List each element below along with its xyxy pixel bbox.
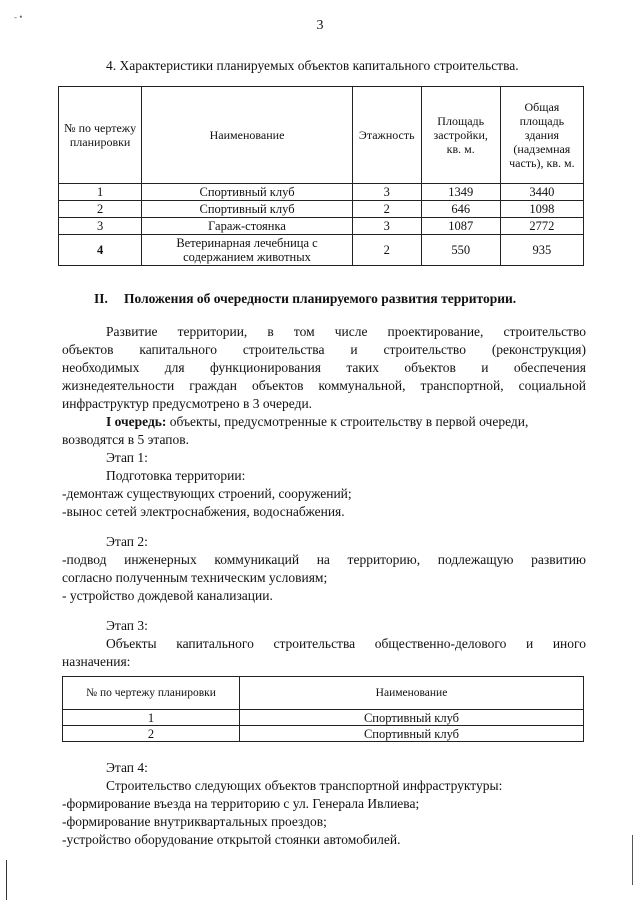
queue1-label: I очередь: [106,414,167,429]
table-cell: 1 [59,184,142,201]
stage3-title: Этап 3: [106,618,148,633]
table-row [63,726,584,742]
table-cell: 646 [421,201,500,218]
header-cell: № по чертежу планировки [63,677,240,710]
scan-edge-mark [632,835,633,885]
paragraph-line: объектов капитального строительства и строительство (реконструкция) [62,342,586,357]
stage1-title: Этап 1: [106,450,148,465]
table-cell: Спортивный клуб [142,184,353,201]
table-cell: 2 [59,201,142,218]
table-row [59,184,584,201]
scan-edge-mark [6,860,7,900]
paragraph-line: Строительство следующих объектов транспортной инфраструктуры: [106,778,503,793]
table-cell: Спортивный клуб [240,710,584,726]
queue1-text: объекты, предусмотренные к строительству в первой очереди, [166,414,529,429]
list-item: -формирование внутриквартальных проездов; [62,814,327,829]
table-cell: 1087 [421,218,500,235]
section2-title: Положения об очередности планируемого развития территории. [124,291,517,306]
header-cell: Наименование [142,87,353,184]
section4-title: 4. Характеристики планируемых объектов капитального строительства. [106,58,519,73]
objects-table [58,86,584,266]
paragraph-line: необходимых для функционирования таких объектов и обеспечения [62,360,586,375]
list-item: -устройство оборудование открытой стоянки автомобилей. [62,832,401,847]
scan-corner-mark: - • [14,12,23,22]
header-cell: Общая площадь здания (надземная часть), кв. м. [500,87,583,184]
table-cell: 3 [59,218,142,235]
section2-number: II. [94,291,108,306]
queue1-line [106,414,586,430]
table-cell: 935 [500,235,583,266]
table-cell: 2 [63,726,240,742]
table-cell: 3 [352,184,421,201]
table-cell: 2772 [500,218,583,235]
page-number: 3 [316,18,324,33]
table-header-row [59,87,584,184]
table-cell: Гараж-стоянка [142,218,353,235]
paragraph-line: возводятся в 5 этапов. [62,432,189,447]
paragraph-line: -подвод инженерных коммуникаций на территорию, подлежащую развитию [62,552,586,567]
paragraph-line: жизнедеятельности граждан объектов коммунальной, транспортной, социальной [62,378,586,393]
table-row [63,710,584,726]
table-cell: 550 [421,235,500,266]
table-cell: 4 [59,235,142,266]
table-cell: 3440 [500,184,583,201]
table-cell: Ветеринарная лечебница с содержанием животных [142,235,353,266]
header-cell: Наименование [240,677,584,710]
table-row [59,201,584,218]
table-cell: 2 [352,235,421,266]
header-cell: № по чертежу планировки [59,87,142,184]
table-cell: 3 [352,218,421,235]
paragraph-line: Развитие территории, в том числе проектирование, строительство [106,324,586,339]
table-cell: 1 [63,710,240,726]
list-item: -вынос сетей электроснабжения, водоснабжения. [62,504,345,519]
stage2-title: Этап 2: [106,534,148,549]
paragraph-line: назначения: [62,654,131,669]
table-cell: Спортивный клуб [240,726,584,742]
table-cell: 1349 [421,184,500,201]
list-item: - устройство дождевой канализации. [62,588,273,603]
table-row [59,218,584,235]
header-cell: Этажность [352,87,421,184]
paragraph-line: согласно полученным техническим условиям; [62,570,328,585]
stage3-table [62,676,584,742]
table-cell: Спортивный клуб [142,201,353,218]
table-cell: 1098 [500,201,583,218]
list-item: -демонтаж существующих строений, сооружений; [62,486,352,501]
stage4-title: Этап 4: [106,760,148,775]
paragraph-line: инфраструктур предусмотрено в 3 очереди. [62,396,313,411]
stage1-subtitle: Подготовка территории: [106,468,246,483]
header-cell: Площадь застройки, кв. м. [421,87,500,184]
table-row [59,235,584,266]
list-item: -формирование въезда на территорию с ул. Генерала Ивлиева; [62,796,420,811]
table-cell: 2 [352,201,421,218]
paragraph-line: Объекты капитального строительства общественно-делового и иного [106,636,586,651]
table-header-row [63,677,584,710]
